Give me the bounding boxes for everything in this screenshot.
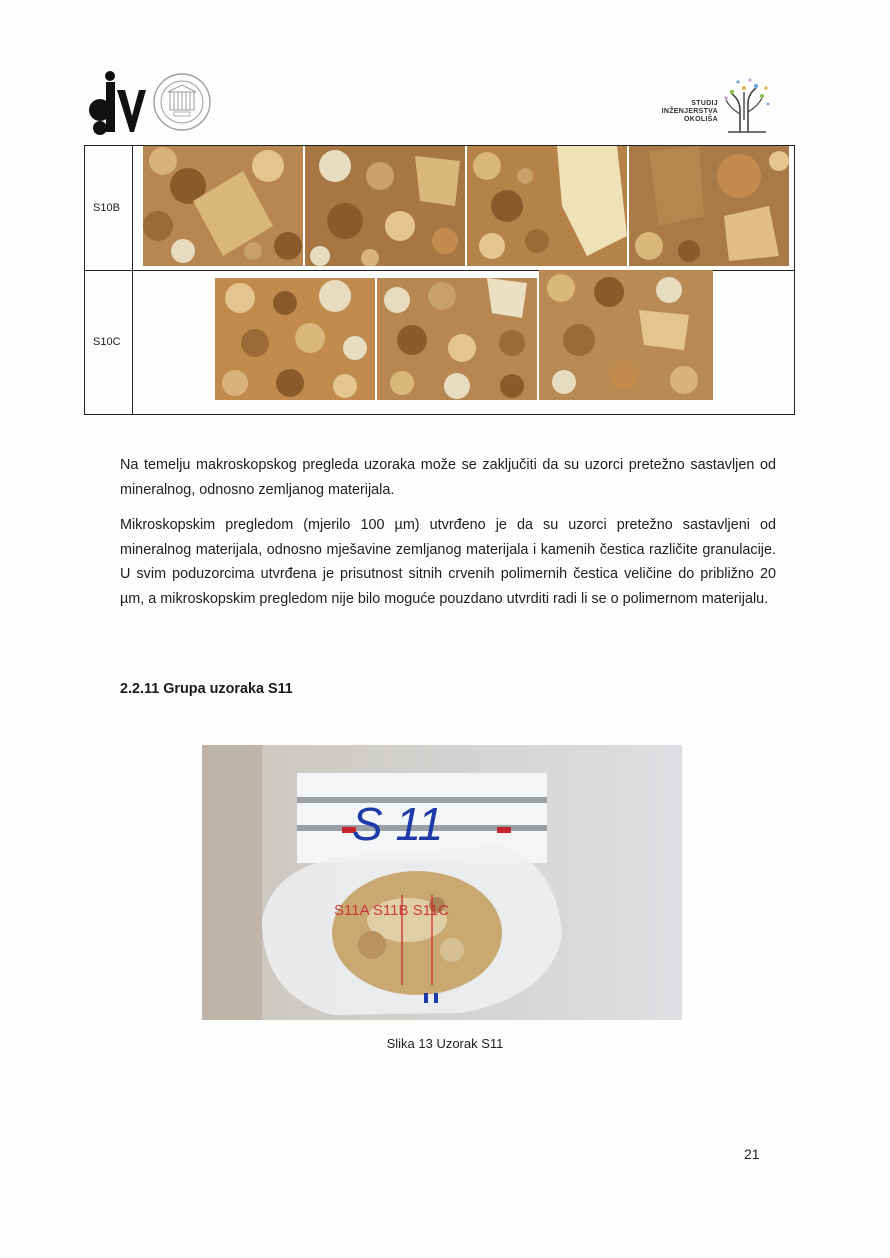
row-label-cell — [85, 146, 133, 270]
row-label: S10C — [93, 336, 121, 348]
micrograph-photo — [467, 146, 627, 266]
soil-micrograph — [539, 270, 713, 400]
header-left-logos — [86, 70, 226, 136]
sample-photo-table — [84, 145, 795, 415]
row-label-cell — [85, 270, 133, 414]
micrograph-photo — [377, 278, 537, 400]
micrograph-photo — [305, 146, 465, 266]
subsample-labels: S11A S11B S11C — [334, 902, 450, 919]
section-heading: 2.2.11 Grupa uzoraka S11 — [120, 681, 293, 697]
org-line-2: INŽENJERSTVA — [661, 108, 718, 115]
soil-micrograph — [305, 146, 465, 266]
tree-logo-icon — [718, 70, 776, 136]
page-number: 21 — [744, 1146, 760, 1162]
table-row — [85, 146, 794, 271]
micrograph-photo — [629, 146, 789, 266]
row-label: S10B — [93, 202, 120, 214]
micrograph-photo — [539, 270, 713, 400]
org-line-1: STUDIJ — [691, 100, 718, 107]
bag-handwritten-label: S 11 — [352, 798, 444, 850]
table-row — [85, 270, 794, 414]
soil-micrograph — [215, 278, 375, 400]
paragraph-2: Mikroskopskim pregledom (mjerilo 100 µm) utvrđeno je da su uzorci pretežno sastavljeni od mineralnog materijala, odnosno mješavine zemljanog materijala i kamenih čestica različite granulacije. U svim poduzorcima utvrđena je prisutnost sitnih crvenih polimernih čestica veličine do približno 20 µm, a mikroskopskim pregledom nije bilo moguće pouzdano utvrditi radi li se o polimernom materijalu. — [120, 517, 776, 607]
soil-micrograph — [467, 146, 627, 266]
soil-micrograph — [377, 278, 537, 400]
org-line-3: OKOLIŠA — [684, 116, 718, 123]
micrograph-photo — [143, 146, 303, 266]
sample-bag-image — [202, 745, 682, 1020]
sample-bag-photo — [202, 745, 682, 1020]
paragraph-1: Na temelju makroskopskog pregleda uzoraka može se zaključiti da su uzorci pretežno sastavljen od mineralnog, odnosno zemljanog materijala. — [120, 457, 776, 498]
soil-micrograph — [143, 146, 303, 266]
header-right-logo — [646, 70, 776, 136]
soil-micrograph — [629, 146, 789, 266]
figure-caption: Slika 13 Uzorak S11 — [386, 1036, 504, 1051]
micrograph-strip-s10c — [215, 270, 715, 414]
org-name — [662, 100, 718, 124]
micrograph-photo — [215, 278, 375, 400]
university-seal-icon — [152, 72, 212, 132]
micrograph-strip-s10b — [143, 146, 787, 270]
